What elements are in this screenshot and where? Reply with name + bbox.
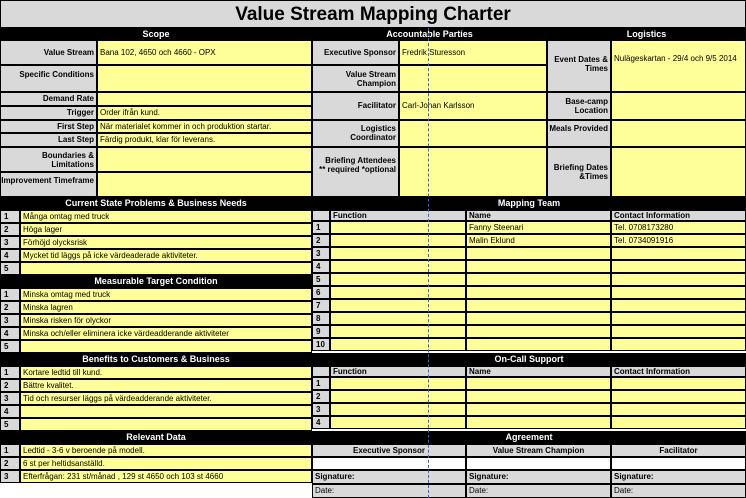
row-number: 5 bbox=[312, 273, 330, 286]
row-number: 5 bbox=[0, 262, 20, 275]
mapping_team-function-field[interactable] bbox=[330, 299, 466, 312]
oncall-name-field[interactable] bbox=[466, 377, 611, 390]
row-number: 8 bbox=[312, 312, 330, 325]
benefits-row-field[interactable]: Kortare ledtid till kund. bbox=[20, 366, 312, 379]
relevant-row-field[interactable]: 6 st per heltidsanställd. bbox=[20, 457, 312, 470]
mapping_team-contact-field[interactable] bbox=[611, 286, 746, 299]
oncall-name-field[interactable] bbox=[466, 416, 611, 429]
date-label[interactable]: Date: bbox=[312, 484, 466, 498]
logistics-coord-field[interactable] bbox=[399, 120, 547, 147]
row-number: 3 bbox=[0, 314, 20, 327]
improvement-label: Improvement Timeframe bbox=[0, 172, 97, 197]
mapping_team-contact-field[interactable] bbox=[611, 325, 746, 338]
problems-row-field[interactable]: Höga lager bbox=[20, 223, 312, 236]
relevant-row-field[interactable]: Efterfrågan: 231 st/månad , 129 st 4650 och 103 st 4660 bbox=[20, 470, 312, 483]
oncall-function-field[interactable] bbox=[330, 390, 466, 403]
row-number: 3 bbox=[312, 403, 330, 416]
oncall-function-field[interactable] bbox=[330, 416, 466, 429]
row-number: 5 bbox=[0, 340, 20, 353]
signature-label[interactable]: Signature: bbox=[312, 470, 466, 484]
improvement-field[interactable] bbox=[97, 172, 312, 197]
oncall-contact-field[interactable] bbox=[611, 377, 746, 390]
relevant-header: Relevant Data bbox=[0, 431, 312, 444]
last-step-field[interactable]: Färdig produkt, klar för leverans. bbox=[97, 133, 312, 147]
problems-row-field[interactable]: Mycket tid läggs på icke värdeaderade aktiviteter. bbox=[20, 249, 312, 262]
oncall-function-field[interactable] bbox=[330, 403, 466, 416]
row-number: 1 bbox=[312, 377, 330, 390]
row-number: 2 bbox=[0, 457, 20, 470]
mapping_team-contact-field[interactable] bbox=[611, 247, 746, 260]
event-dates-field[interactable]: Nulägeskartan - 29/4 och 9/5 2014 bbox=[611, 40, 746, 92]
demand-rate-label: Demand Rate bbox=[0, 92, 97, 106]
problems-row-field[interactable] bbox=[20, 262, 312, 275]
row-number: 9 bbox=[312, 325, 330, 338]
benefits-row-field[interactable] bbox=[20, 405, 312, 418]
row-number: 2 bbox=[0, 301, 20, 314]
mapping_team-contact-field[interactable]: Tel. 0734091916 bbox=[611, 234, 746, 247]
boundaries-label: Boundaries & Limitations bbox=[0, 147, 97, 172]
row-number: 3 bbox=[0, 470, 20, 483]
target-row-field[interactable]: Minska omtag med truck bbox=[20, 288, 312, 301]
mapping_team-name-field[interactable] bbox=[466, 338, 611, 351]
row-number: 4 bbox=[0, 405, 20, 418]
trigger-field[interactable]: Order ifrån kund. bbox=[97, 106, 312, 120]
mapping_team-function-field[interactable] bbox=[330, 338, 466, 351]
vs-champion-label: Value Stream Champion bbox=[312, 65, 399, 92]
exec-sponsor-label: Executive Sponsor bbox=[312, 40, 399, 65]
page-title: Value Stream Mapping Charter bbox=[0, 0, 746, 28]
col-spacer bbox=[312, 210, 330, 221]
col-function-header: Function bbox=[330, 366, 466, 377]
col-spacer bbox=[312, 366, 330, 377]
oncall-contact-field[interactable] bbox=[611, 403, 746, 416]
specific-conditions-label: Specific Conditions bbox=[0, 65, 97, 92]
row-number: 1 bbox=[0, 210, 20, 223]
mapping_team-name-field[interactable] bbox=[466, 299, 611, 312]
benefits-row-field[interactable] bbox=[20, 418, 312, 431]
signature-label[interactable]: Signature: bbox=[466, 470, 611, 484]
mapping_team-contact-field[interactable] bbox=[611, 338, 746, 351]
vs-champion-field[interactable] bbox=[399, 65, 547, 92]
row-number: 2 bbox=[312, 390, 330, 403]
agreement-header: Agreement bbox=[312, 431, 746, 444]
basecamp-field[interactable] bbox=[611, 92, 746, 120]
row-number: 2 bbox=[312, 234, 330, 247]
meals-label: Meals Provided bbox=[547, 120, 611, 147]
mapping_team-name-field[interactable]: Fanny Steenari bbox=[466, 221, 611, 234]
row-number: 4 bbox=[312, 416, 330, 429]
mapping_team-name-field[interactable] bbox=[466, 286, 611, 299]
target-row-field[interactable]: Minska lagren bbox=[20, 301, 312, 314]
row-number: 3 bbox=[312, 247, 330, 260]
row-number: 2 bbox=[0, 379, 20, 392]
value-stream-field[interactable]: Bana 102, 4650 och 4660 - OPX bbox=[97, 40, 312, 65]
oncall-name-field[interactable] bbox=[466, 403, 611, 416]
row-number: 3 bbox=[0, 392, 20, 405]
oncall-contact-field[interactable] bbox=[611, 390, 746, 403]
mapping_team-contact-field[interactable]: Tel. 0708173280 bbox=[611, 221, 746, 234]
mapping_team-contact-field[interactable] bbox=[611, 312, 746, 325]
mapping_team-name-field[interactable] bbox=[466, 247, 611, 260]
row-number: 1 bbox=[0, 444, 20, 457]
agreement-col-header: Value Stream Champion bbox=[466, 444, 611, 457]
row-number: 3 bbox=[0, 236, 20, 249]
mapping_team-contact-field[interactable] bbox=[611, 273, 746, 286]
benefits-row-field[interactable]: Tid och resurser läggs på värdeadderande aktiviteter. bbox=[20, 392, 312, 405]
event-dates-label: Event Dates & Times bbox=[547, 40, 611, 92]
mapping_team-header: Mapping Team bbox=[312, 197, 746, 210]
problems-row-field[interactable]: Förhöjd olycksrisk bbox=[20, 236, 312, 249]
row-number: 2 bbox=[0, 223, 20, 236]
col-contact-header: Contact Information bbox=[611, 366, 746, 377]
briefing-attendees-label: Briefing Attendees ** required *optional bbox=[312, 147, 399, 197]
mapping_team-name-field[interactable]: Malin Eklund bbox=[466, 234, 611, 247]
briefing-attendees-field[interactable] bbox=[399, 147, 547, 197]
logistics-header: Logistics bbox=[547, 28, 746, 40]
oncall-function-field[interactable] bbox=[330, 377, 466, 390]
col-contact-header: Contact Information bbox=[611, 210, 746, 221]
mapping_team-name-field[interactable] bbox=[466, 273, 611, 286]
mapping_team-name-field[interactable] bbox=[466, 325, 611, 338]
mapping_team-function-field[interactable] bbox=[330, 273, 466, 286]
mapping_team-function-field[interactable] bbox=[330, 221, 466, 234]
briefing-dates-label: Briefing Dates &Times bbox=[547, 147, 611, 197]
oncall-name-field[interactable] bbox=[466, 390, 611, 403]
mapping_team-function-field[interactable] bbox=[330, 260, 466, 273]
agreement-blank bbox=[466, 457, 611, 470]
exec-sponsor-field[interactable]: Fredrik Sturesson bbox=[399, 40, 547, 65]
facilitator-label: Facilitator bbox=[312, 92, 399, 120]
agreement-col-header: Executive Sponsor bbox=[312, 444, 466, 457]
meals-field[interactable] bbox=[611, 120, 746, 147]
oncall-header: On-Call Support bbox=[312, 353, 746, 366]
accountable-header: Accountable Parties bbox=[312, 28, 547, 40]
problems-row-field[interactable]: Många omtag med truck bbox=[20, 210, 312, 223]
mapping_team-contact-field[interactable] bbox=[611, 260, 746, 273]
mapping_team-function-field[interactable] bbox=[330, 234, 466, 247]
specific-conditions-field[interactable] bbox=[97, 65, 312, 92]
col-function-header: Function bbox=[330, 210, 466, 221]
relevant-row-field[interactable]: Ledtid - 3-6 v beroende på modell. bbox=[20, 444, 312, 457]
row-number: 1 bbox=[0, 366, 20, 379]
row-number: 5 bbox=[0, 418, 20, 431]
problems-header: Current State Problems & Business Needs bbox=[0, 197, 312, 210]
row-number: 6 bbox=[312, 286, 330, 299]
mapping_team-function-field[interactable] bbox=[330, 325, 466, 338]
first-step-field[interactable]: När materialet kommer in och produktion startar. bbox=[97, 120, 312, 133]
facilitator-field[interactable]: Carl-Johan Karlsson bbox=[399, 92, 547, 120]
target-row-field[interactable] bbox=[20, 340, 312, 353]
last-step-label: Last Step bbox=[0, 133, 97, 147]
mapping_team-name-field[interactable] bbox=[466, 260, 611, 273]
value-stream-label: Value Stream bbox=[0, 40, 97, 65]
benefits-row-field[interactable]: Bättre kvalitet. bbox=[20, 379, 312, 392]
mapping_team-function-field[interactable] bbox=[330, 247, 466, 260]
page-break-guide bbox=[428, 28, 429, 498]
row-number: 7 bbox=[312, 299, 330, 312]
row-number: 4 bbox=[0, 327, 20, 340]
row-number: 10 bbox=[312, 338, 330, 351]
first-step-label: First Step bbox=[0, 120, 97, 133]
mapping_team-function-field[interactable] bbox=[330, 312, 466, 325]
date-label[interactable]: Date: bbox=[611, 484, 746, 498]
mapping_team-name-field[interactable] bbox=[466, 312, 611, 325]
agreement-blank bbox=[611, 457, 746, 470]
row-number: 4 bbox=[312, 260, 330, 273]
basecamp-label: Base-camp Location bbox=[547, 92, 611, 120]
row-number: 1 bbox=[312, 221, 330, 234]
mapping_team-function-field[interactable] bbox=[330, 286, 466, 299]
target-row-field[interactable]: Minska risken för olyckor bbox=[20, 314, 312, 327]
agreement-blank bbox=[312, 457, 466, 470]
benefits-header: Benefits to Customers & Business bbox=[0, 353, 312, 366]
agreement-col-header: Facilitator bbox=[611, 444, 746, 457]
date-label[interactable]: Date: bbox=[466, 484, 611, 498]
row-number: 1 bbox=[0, 288, 20, 301]
scope-header: Scope bbox=[0, 28, 312, 40]
briefing-dates-field[interactable] bbox=[611, 147, 746, 197]
demand-rate-field[interactable] bbox=[97, 92, 312, 106]
mapping_team-contact-field[interactable] bbox=[611, 299, 746, 312]
target-row-field[interactable]: Minska och/eller eliminera icke värdeadderande aktiviteter bbox=[20, 327, 312, 340]
row-number: 4 bbox=[0, 249, 20, 262]
col-name-header: Name bbox=[466, 210, 611, 221]
logistics-coord-label: Logistics Coordinator bbox=[312, 120, 399, 147]
boundaries-field[interactable] bbox=[97, 147, 312, 172]
trigger-label: Trigger bbox=[0, 106, 97, 120]
signature-label[interactable]: Signature: bbox=[611, 470, 746, 484]
col-name-header: Name bbox=[466, 366, 611, 377]
oncall-contact-field[interactable] bbox=[611, 416, 746, 429]
target-header: Measurable Target Condition bbox=[0, 275, 312, 288]
